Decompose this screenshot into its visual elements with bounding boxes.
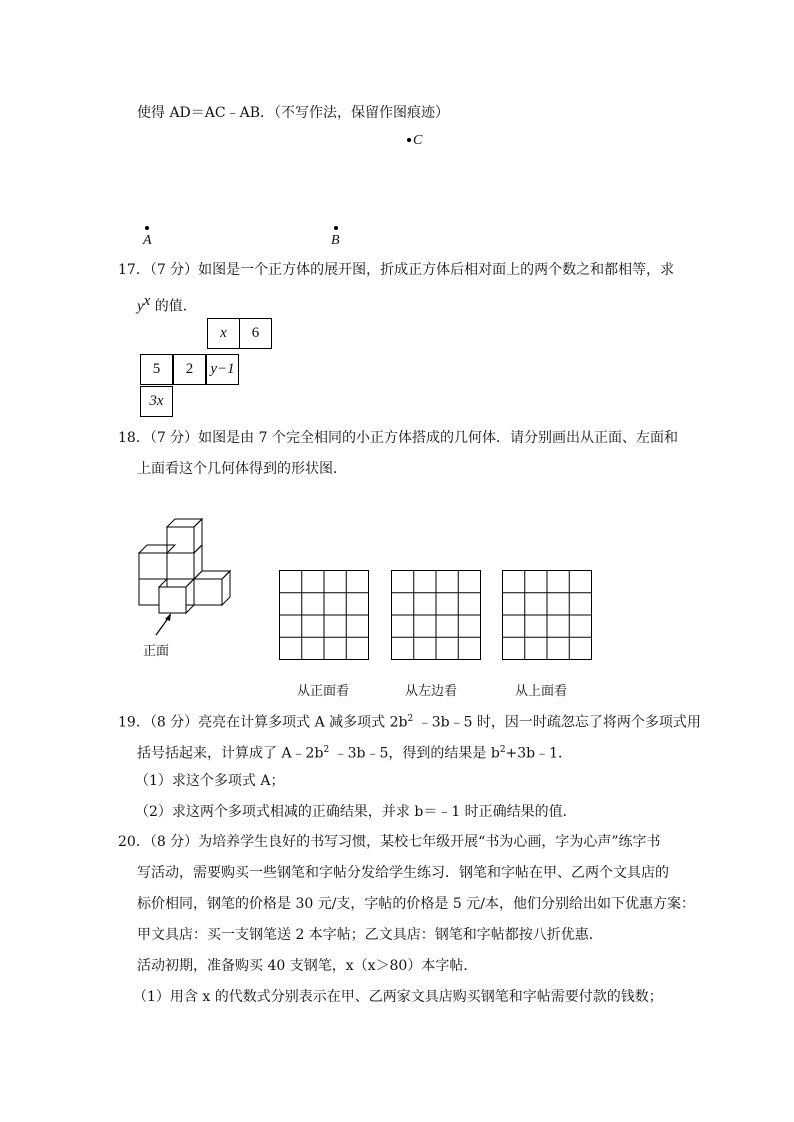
- q17-line2: $y^x$ 的值．: [137, 293, 197, 315]
- q19-line2: 括号括起来，计算成了 $A﹣2b^2$ ﹣3b﹣5，得到的结果是 $b^2+3b﹣1$．: [137, 745, 573, 762]
- q20-line3: 标价相同，钢笔的价格是 30 元/支，字帖的价格是 5 元/本，他们分别给出如下优惠方案：: [137, 896, 695, 912]
- q20-line1: 20．（8 分）为培养学生良好的书写习惯，某校七年级开展“书为心画，字为心声”练字书: [118, 834, 661, 850]
- q18-line1: 18．（7 分）如图是由 7 个完全相同的小正方体搭成的几何体．请分别画出从正面、左面和: [118, 430, 678, 446]
- caption-left: 从左边看: [405, 684, 458, 699]
- q17-line1: 17．（7 分）如图是一个正方体的展开图，折成正方体后相对面上的两个数之和都相等，求: [118, 262, 675, 278]
- q18-line2: 上面看这个几何体得到的形状图．: [137, 461, 347, 477]
- q16-text: 使得 AD＝AC﹣AB．（不写作法，保留作图痕迹）: [137, 105, 450, 121]
- grid-top-view[interactable]: [502, 570, 592, 660]
- grid-left-view[interactable]: [391, 570, 481, 660]
- q19-sub2: （2）求这两个多项式相减的正确结果，并求 b＝﹣1 时正确结果的值．: [135, 804, 577, 820]
- q20-line2: 写活动，需要购买一些钢笔和字帖分发给学生练习．钢笔和字帖在甲、乙两个文具店的: [137, 865, 669, 881]
- q19-sub1: （1）求这个多项式 A；: [135, 773, 285, 789]
- net-cell-3x: 3x: [140, 386, 173, 417]
- net-cell-5: 5: [140, 354, 173, 385]
- q20-line4: 甲文具店：买一支钢笔送 2 本字帖；乙文具店：钢笔和字帖都按八折优惠．: [137, 927, 603, 943]
- net-cell-6: 6: [239, 318, 272, 349]
- net-cell-x: x: [207, 318, 240, 349]
- q20-line5: 活动初期，准备购买 40 支钢笔，x（x＞80）本字帖．: [137, 958, 478, 974]
- cube-solid-figure: [136, 515, 236, 640]
- q20-sub1: （1）用含 x 的代数式分别表示在甲、乙两家文具店购买钢笔和字帖需要付款的钱数；: [133, 989, 663, 1005]
- net-cell-2: 2: [173, 354, 206, 385]
- grid-front-view[interactable]: [279, 570, 369, 660]
- q19-line1: 19．（8 分）亮亮在计算多项式 A 减多项式 $2b^2$ ﹣3b﹣5 时，因一时疏忽忘了将两个多项式用: [118, 714, 701, 731]
- caption-top: 从上面看: [515, 684, 568, 699]
- caption-front: 从正面看: [297, 684, 350, 699]
- net-cell-y-minus-1: y−1: [206, 354, 239, 385]
- front-label: 正面: [143, 644, 170, 659]
